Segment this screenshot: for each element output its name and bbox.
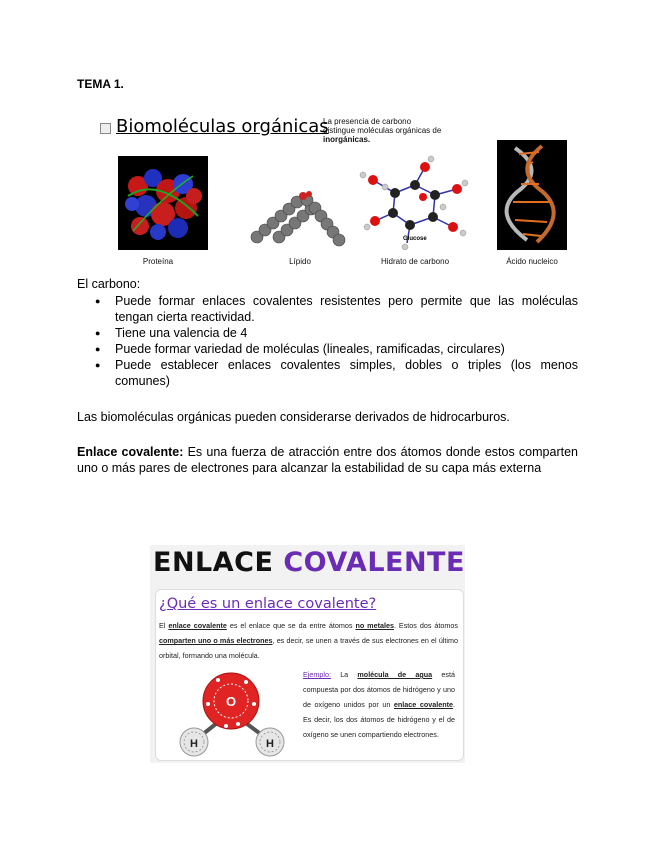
carbon-intro: El carbono: bbox=[77, 277, 141, 291]
list-item: ● Puede establecer enlaces covalentes simples, dobles o triples (los menos comunes) bbox=[95, 357, 578, 389]
oxygen-symbol: O bbox=[225, 694, 237, 709]
page-heading: TEMA 1. bbox=[77, 77, 124, 91]
enlace-paragraph: Enlace covalente: Es una fuerza de atracción entre dos átomos donde estos comparten uno o más pares de electrones para alcanzar la estabilidad de su capa más externa bbox=[77, 445, 578, 475]
hydrogen-symbol: H bbox=[266, 738, 274, 750]
covalent-infographic bbox=[150, 545, 465, 763]
infographic-definition: El enlace covalente es el enlace que se da entre átomos no metales. Estos dos átomos comparten uno o más electrones, es decir, se unen a través de sus electrones en el último orbital, formando una molécula. bbox=[159, 621, 458, 660]
derivados-paragraph: Las biomoléculas orgánicas pueden considerarse derivados de hidrocarburos. bbox=[77, 410, 510, 424]
glucose-label: Glucose bbox=[403, 236, 427, 242]
carbon-bullet-list bbox=[95, 293, 578, 389]
nucleic-acid-image bbox=[497, 140, 567, 250]
caption-carbohydrate: Hidrato de carbono bbox=[380, 257, 450, 266]
infographic-card bbox=[155, 589, 464, 761]
infographic-example: Ejemplo: La molécula de agua está compuesta por dos átomos de hidrógeno y uno de oxígeno unidos por un enlace covalente. Es decir, los dos átomos de hidrógeno y el de oxígeno se unen compartiendo electrones. bbox=[303, 670, 455, 739]
lipid-image bbox=[245, 182, 355, 252]
carbohydrate-image bbox=[355, 155, 475, 250]
list-item: ● Puede formar variedad de moléculas (lineales, ramificadas, circulares) bbox=[95, 341, 578, 357]
enlace-term: Enlace covalente: bbox=[77, 445, 184, 459]
infographic-title: ENLACE COVALENTE bbox=[153, 547, 465, 578]
figure-title: Biomoléculas orgánicas bbox=[100, 116, 329, 137]
figure-note: La presencia de carbono distingue moléculas orgánicas de inorgánicas. bbox=[323, 117, 442, 144]
water-molecule-diagram bbox=[166, 666, 296, 758]
list-item: ● Puede formar enlaces covalentes resistentes pero permite que las moléculas tengan cierta reactividad. bbox=[95, 293, 578, 325]
image-icon bbox=[100, 123, 111, 134]
list-item: ● Tiene una valencia de 4 bbox=[95, 325, 578, 341]
caption-lipid: Lípido bbox=[289, 257, 311, 266]
caption-nucleic-acid: Ácido nucleico bbox=[506, 257, 558, 266]
hydrogen-symbol: H bbox=[190, 738, 198, 750]
infographic-question: ¿Qué es un enlace covalente? bbox=[159, 596, 377, 612]
caption-protein: Proteína bbox=[142, 257, 174, 266]
protein-image bbox=[118, 156, 208, 250]
